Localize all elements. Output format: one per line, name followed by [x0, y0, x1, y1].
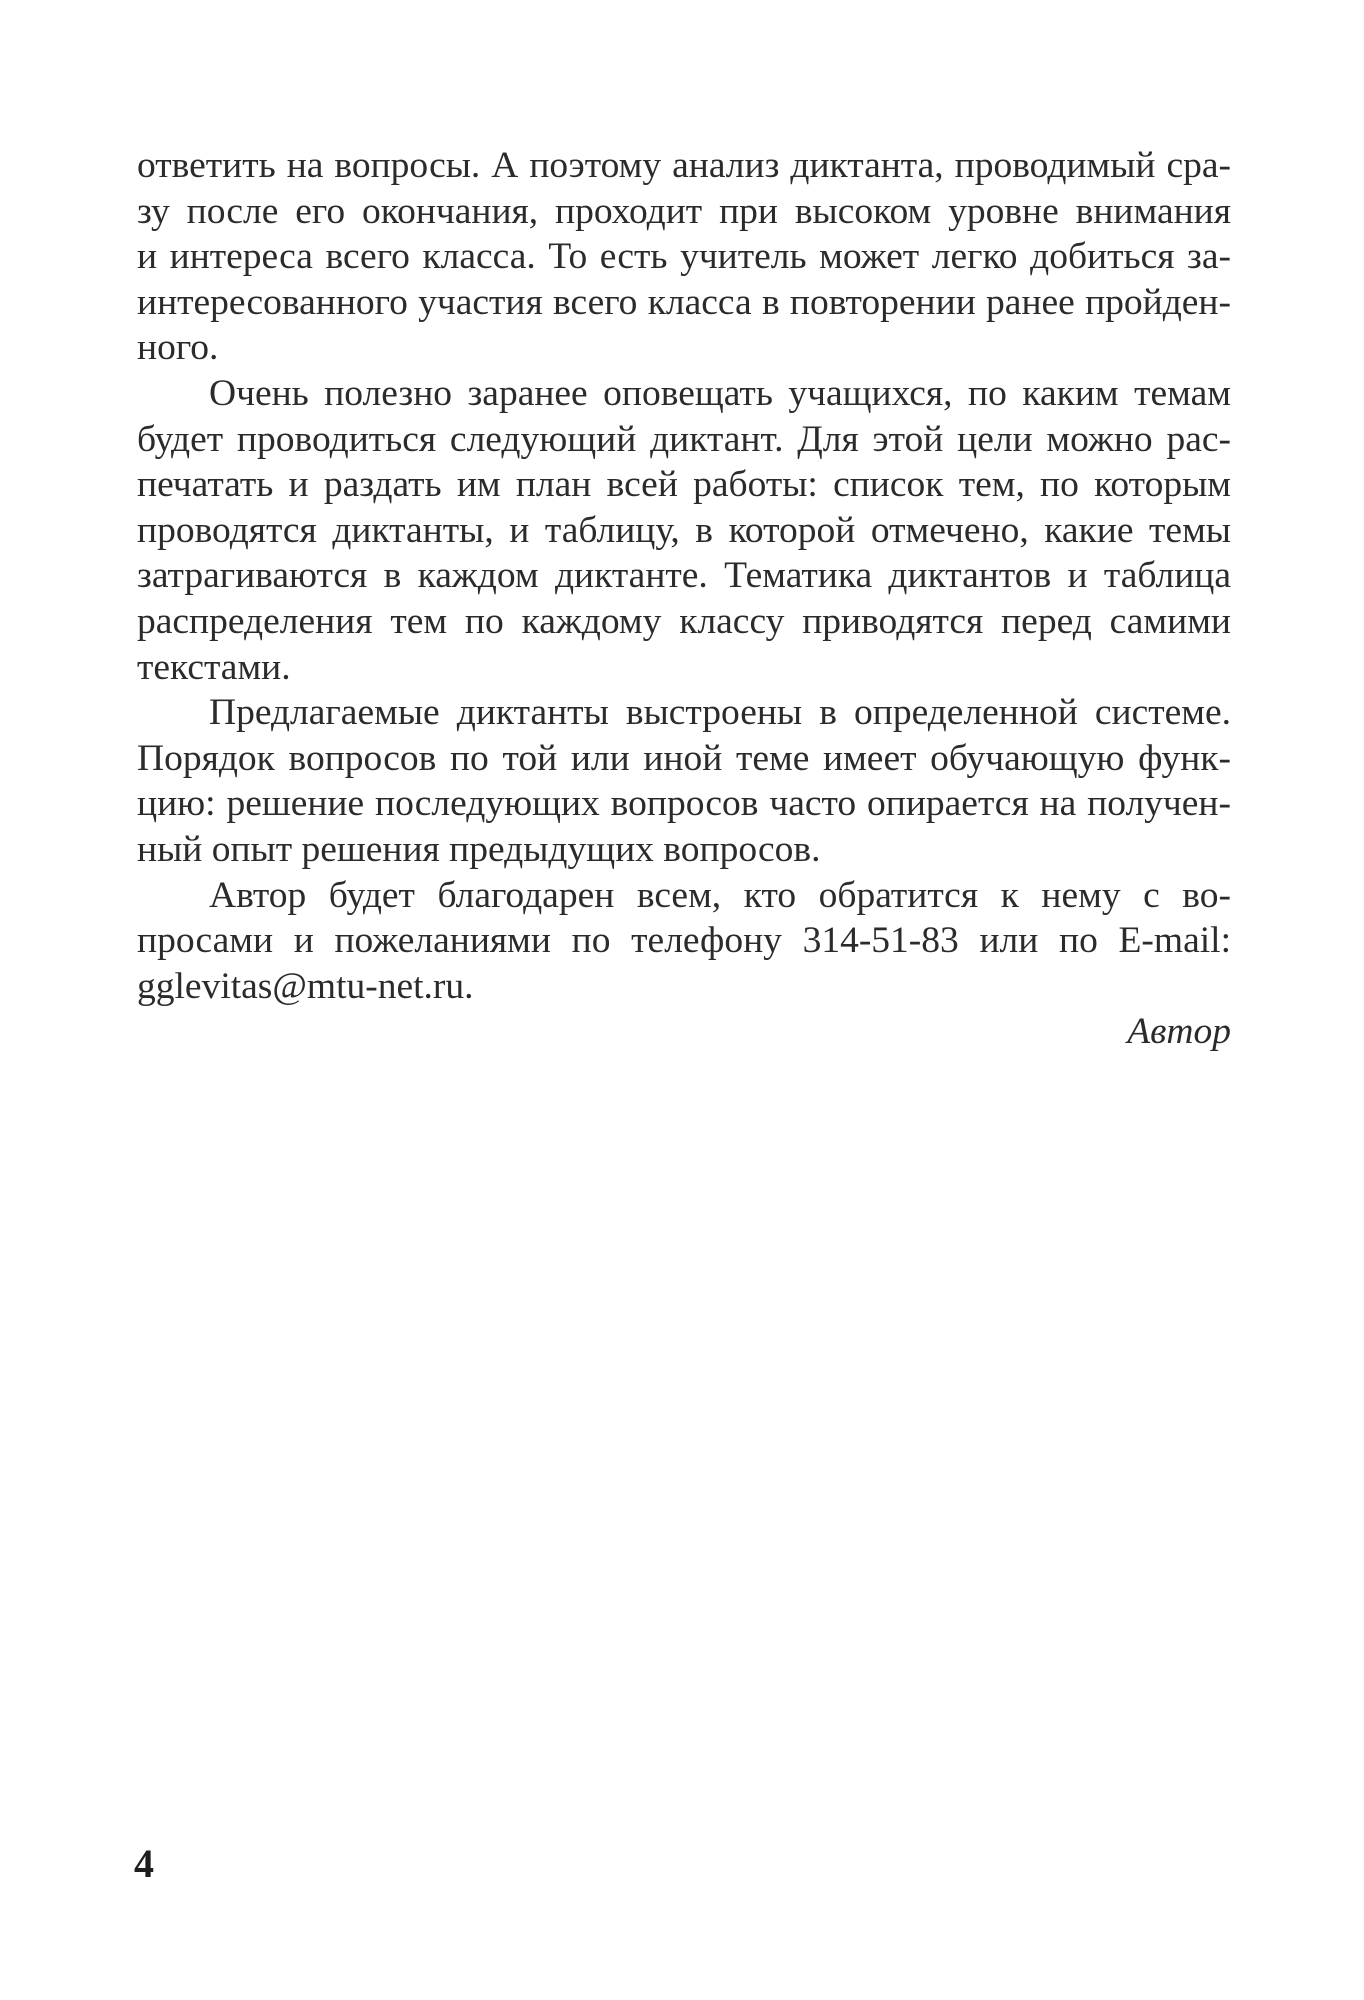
body-text: [137, 143, 1231, 1055]
text-line: зу после его окончания, проходит при высоком уровне внимания: [137, 190, 1231, 232]
text-line: проводятся диктанты, и таблицу, в которой отмечено, какие темы: [137, 509, 1231, 551]
text-line: просами и пожеланиями по телефону 314-51-83 или по E-mail:: [137, 920, 1231, 962]
page-number: 4: [134, 1841, 154, 1886]
text-line: распределения тем по каждому классу приводятся перед самими: [137, 600, 1231, 642]
author-signature: Автор: [1127, 1011, 1231, 1053]
text-line: Автор будет благодарен всем, кто обратится к нему с во-: [209, 874, 1231, 916]
text-line: Порядок вопросов по той или иной теме имеет обучающую функ-: [137, 737, 1231, 779]
paragraph-4: [137, 873, 1231, 1010]
text-line: Предлагаемые диктанты выстроены в определенной системе.: [209, 692, 1231, 734]
text-line: интересованного участия всего класса в повторении ранее пройден-: [137, 281, 1231, 323]
text-line: ный опыт решения предыдущих вопросов.: [137, 828, 821, 870]
text-line: ответить на вопросы. А поэтому анализ диктанта, проводимый сра-: [137, 145, 1231, 186]
text-line: цию: решение последующих вопросов часто опирается на получен-: [137, 783, 1231, 825]
paragraph-1: [137, 143, 1231, 371]
text-line: ного.: [137, 327, 219, 369]
text-line: печатать и раздать им план всей работы: список тем, по которым: [137, 464, 1231, 506]
text-line: gglevitas@mtu-net.ru.: [137, 965, 474, 1007]
paragraph-3: [137, 690, 1231, 872]
text-line: текстами.: [137, 646, 291, 688]
text-line: затрагиваются в каждом диктанте. Тематика диктантов и таблица: [137, 555, 1231, 597]
paragraph-2: [137, 371, 1231, 690]
text-line: и интереса всего класса. То есть учитель может легко добиться за-: [137, 236, 1231, 278]
text-line: будет проводиться следующий диктант. Для этой цели можно рас-: [137, 418, 1231, 460]
text-line: Очень полезно заранее оповещать учащихся, по каким темам: [209, 372, 1231, 414]
